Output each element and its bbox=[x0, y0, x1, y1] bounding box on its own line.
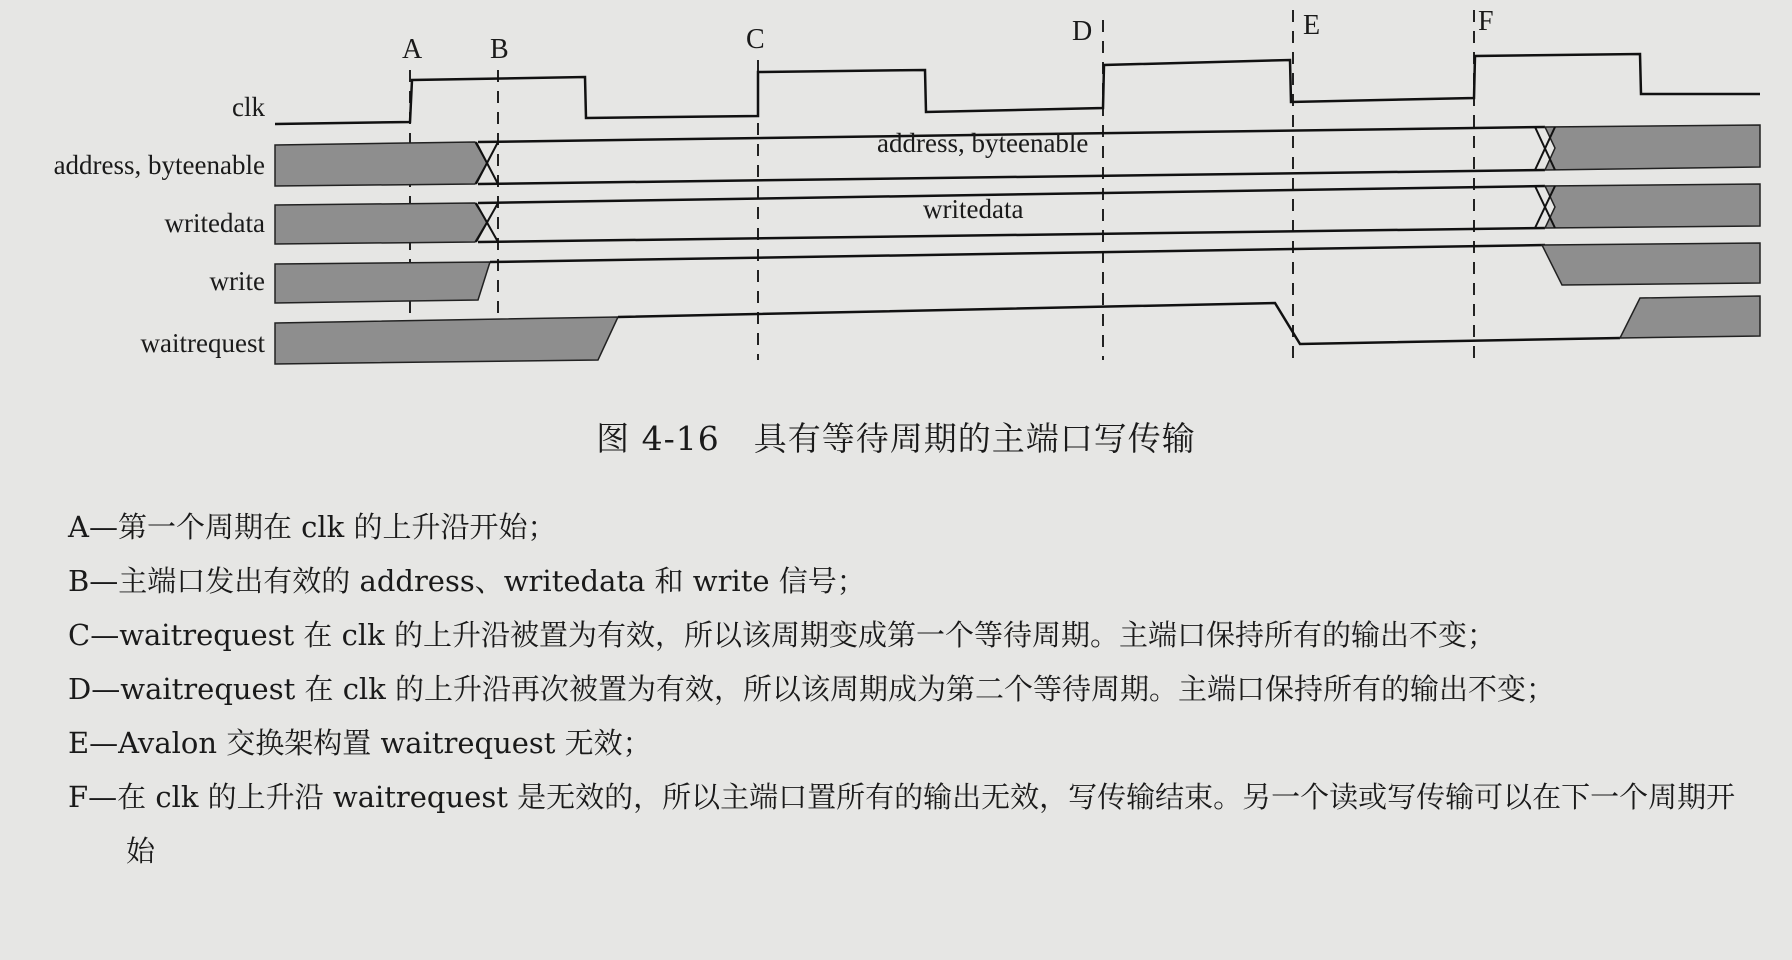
writedata-invalid-end bbox=[1545, 184, 1760, 228]
note-item: E—Avalon 交换架构置 waitrequest 无效； bbox=[68, 726, 652, 760]
marker-label-E: E bbox=[1303, 10, 1321, 41]
signal-label-write: write bbox=[209, 266, 265, 296]
address-bus-label: address, byteenable bbox=[877, 128, 1089, 158]
writedata-bus-label: writedata bbox=[923, 194, 1024, 224]
note-item: D—waitrequest 在 clk 的上升沿再次被置为有效，所以该周期成为第二个等待周期。主端口保持所有的输出不变； bbox=[68, 672, 1556, 706]
waitrequest-invalid-end bbox=[1620, 296, 1760, 338]
signal-label-writedata: writedata bbox=[164, 208, 265, 238]
marker-label-A: A bbox=[402, 34, 423, 65]
note-item: C—waitrequest 在 clk 的上升沿被置为有效，所以该周期变成第一个等待周期。主端口保持所有的输出不变； bbox=[68, 618, 1496, 652]
signal-label-clk: clk bbox=[232, 92, 265, 122]
waitrequest-invalid-start bbox=[275, 317, 618, 364]
marker-label-C: C bbox=[746, 24, 765, 55]
signal-label-address: address, byteenable bbox=[53, 150, 265, 180]
figure-caption: 图 4-16 具有等待周期的主端口写传输 bbox=[596, 419, 1196, 458]
address-invalid-start bbox=[275, 142, 487, 186]
writedata-invalid-start bbox=[275, 203, 487, 244]
note-item: A—第一个周期在 clk 的上升沿开始； bbox=[68, 510, 557, 544]
note-item: B—主端口发出有效的 address、writedata 和 write 信号； bbox=[68, 564, 866, 598]
address-invalid-end bbox=[1545, 125, 1760, 170]
write-invalid-start bbox=[275, 262, 490, 303]
marker-label-B: B bbox=[490, 34, 509, 65]
timing-diagram bbox=[0, 0, 1792, 370]
marker-label-D: D bbox=[1072, 16, 1093, 47]
note-item: F—在 clk 的上升沿 waitrequest 是无效的，所以主端口置所有的输出无效，写传输结束。另一个读或写传输可以在下一个周期开始 bbox=[68, 780, 1736, 868]
notes-list bbox=[68, 500, 1758, 878]
waitrequest-waveform bbox=[618, 303, 1620, 344]
write-invalid-end bbox=[1542, 243, 1760, 285]
signal-label-waitrequest: waitrequest bbox=[140, 328, 265, 358]
marker-label-F: F bbox=[1478, 6, 1494, 37]
